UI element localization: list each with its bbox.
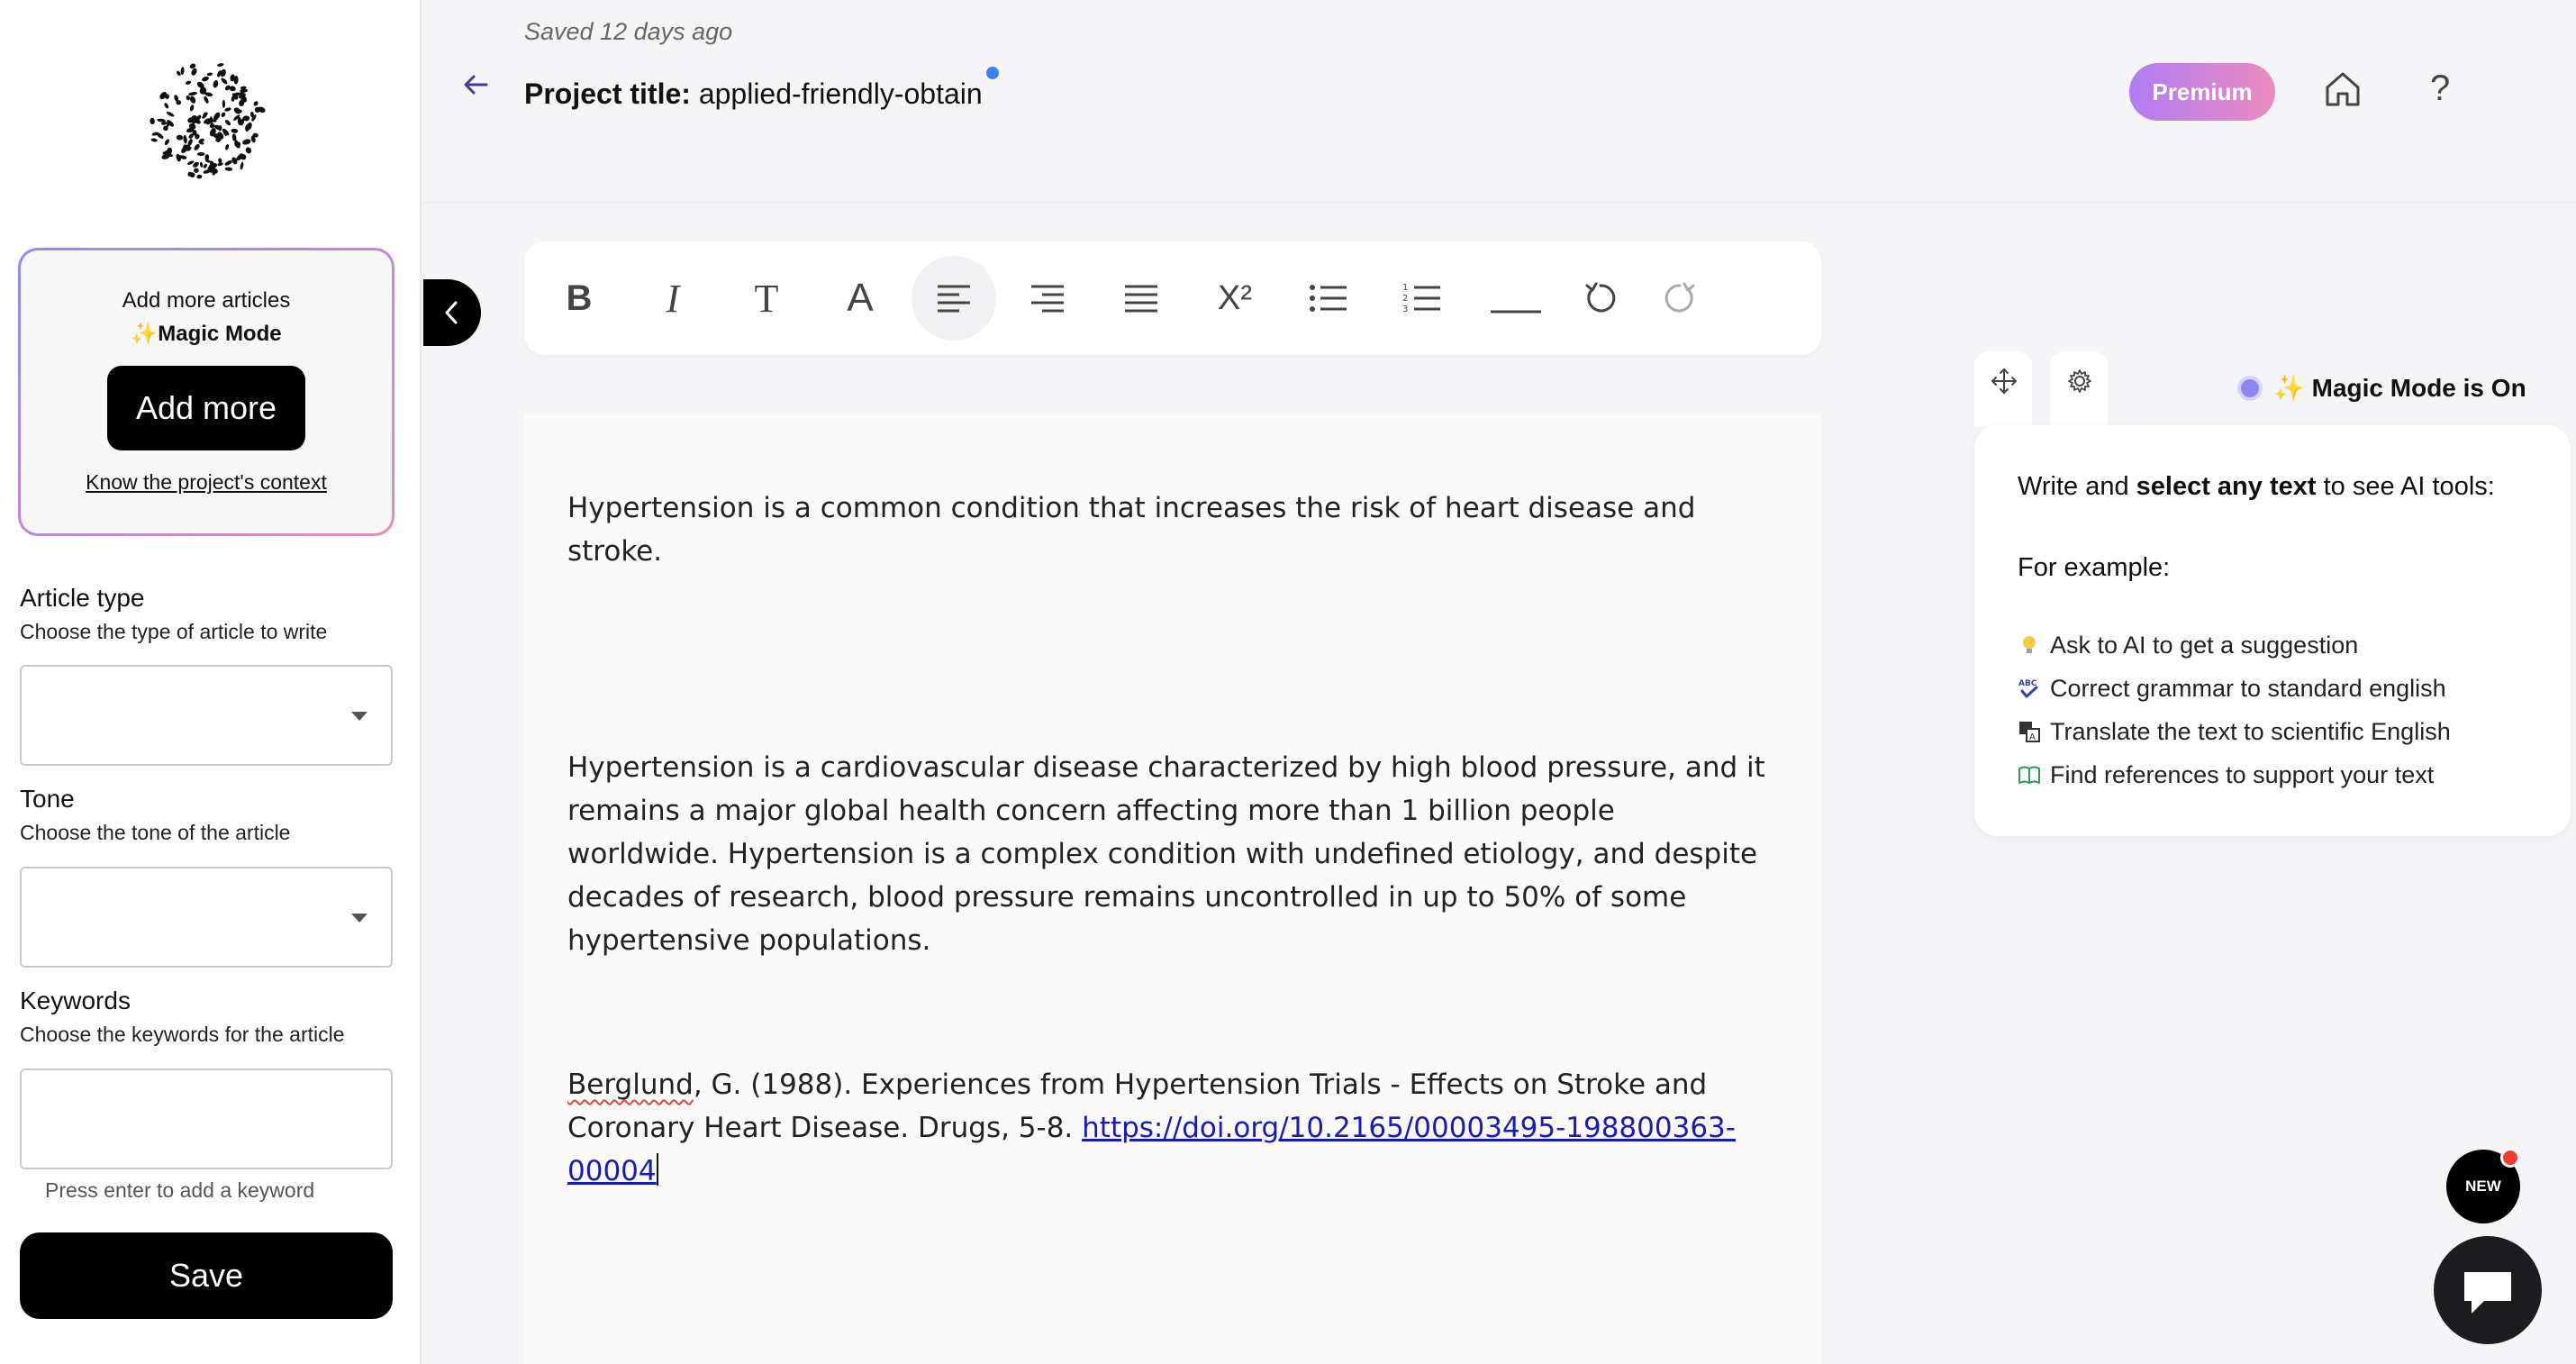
logo-speck	[185, 80, 191, 86]
add-more-button[interactable]: Add more	[107, 366, 305, 450]
logo-speck	[220, 77, 228, 85]
logo-speck	[232, 106, 241, 115]
magic-mode-status-text: ✨ Magic Mode is On	[2273, 374, 2526, 402]
keywords-hint: Press enter to add a keyword	[45, 1178, 315, 1202]
logo-speck	[217, 63, 224, 68]
logo-speck	[217, 162, 223, 167]
logo-speck	[224, 107, 231, 113]
project-context-link[interactable]: Know the project's context	[86, 470, 327, 494]
logo-speck	[164, 138, 170, 145]
move-panel-button[interactable]	[1974, 351, 2032, 427]
text-editor[interactable]	[524, 414, 1821, 1364]
unsaved-indicator	[986, 67, 999, 79]
logo-speck	[221, 112, 226, 118]
logo-speck	[207, 72, 213, 77]
align-right-button[interactable]	[1005, 256, 1090, 341]
chevron-down-icon	[351, 914, 367, 923]
list-item	[2018, 710, 2451, 753]
home-icon[interactable]	[2322, 68, 2363, 110]
horizontal-rule-icon	[1489, 283, 1543, 314]
list-item	[2018, 623, 2451, 667]
logo-speck	[224, 144, 230, 151]
logo-speck	[240, 161, 244, 170]
panel-intro-bold: select any text	[2136, 472, 2317, 501]
svg-text:1: 1	[1402, 283, 1409, 293]
align-left-button[interactable]	[912, 256, 996, 341]
panel-settings-button[interactable]	[2050, 351, 2108, 427]
editor-paragraph[interactable]: Hypertension is a cardiovascular disease characterized by high blood pressure, and it remains a major global health concern affecting more than 1 billion people worldwide. Hypertension is a complex condition with undefined etiology, and despite decades of research, blood pressure remains uncontrolled in up to 50% of some hypertensive populations.	[567, 751, 1765, 957]
logo-speck	[229, 86, 236, 92]
move-icon	[1991, 368, 2018, 395]
article-type-help: Choose the type of article to write	[20, 620, 328, 643]
logo-speck	[189, 95, 197, 105]
magic-mode-card	[18, 248, 395, 536]
panel-example-label: For example:	[2018, 553, 2171, 582]
premium-button[interactable]: Premium	[2129, 63, 2275, 121]
logo-speck	[220, 68, 227, 77]
project-title-label: Project title:	[524, 77, 691, 110]
chat-button[interactable]	[2434, 1236, 2542, 1344]
ai-tools-list	[2018, 623, 2451, 796]
tone-help: Choose the tone of the article	[20, 821, 291, 844]
logo-speck	[241, 138, 251, 145]
magic-card-subtitle: ✨Magic Mode	[131, 322, 282, 346]
logo-speck	[224, 159, 233, 167]
logo-speck	[183, 135, 188, 144]
logo-speck	[196, 175, 202, 179]
list-item-text: Correct grammar to standard english	[2050, 675, 2446, 702]
logo-speck	[188, 91, 198, 95]
logo-speck	[190, 68, 198, 77]
translate-icon	[2018, 720, 2041, 743]
logo-speck	[240, 88, 248, 93]
logo-speck	[194, 168, 199, 173]
article-type-select[interactable]	[20, 665, 393, 766]
chevron-left-icon	[441, 299, 463, 326]
svg-text:3: 3	[1402, 305, 1409, 314]
logo-speck	[166, 111, 175, 118]
list-item-text: Find references to support your text	[2050, 761, 2435, 788]
editor-paragraph[interactable]: Hypertension is a common condition that increases the risk of heart disease and stroke.	[567, 492, 1696, 568]
logo-speck	[150, 117, 155, 124]
align-left-icon	[936, 283, 972, 314]
keywords-input[interactable]	[20, 1068, 393, 1169]
bullet-list-icon	[1309, 283, 1348, 314]
panel-intro-suffix: to see AI tools:	[2316, 472, 2495, 501]
chat-icon	[2461, 1267, 2515, 1317]
numbered-list-button[interactable]	[1380, 256, 1465, 341]
numbered-list-icon	[1402, 282, 1442, 314]
book-icon	[2018, 763, 2041, 787]
logo-speck	[199, 161, 203, 168]
help-icon[interactable]: ?	[2430, 68, 2451, 108]
bullet-list-button[interactable]	[1286, 256, 1371, 341]
magic-mode-panel	[1974, 425, 2571, 836]
spellcheck-icon	[2018, 677, 2041, 700]
svg-text:ABC: ABC	[2018, 679, 2037, 688]
superscript-icon: X²	[1218, 278, 1252, 317]
reference-paragraph[interactable]	[567, 1063, 1774, 1193]
logo-speck	[203, 95, 209, 105]
logo-speck	[186, 95, 191, 101]
text-icon: T	[754, 276, 779, 321]
logo-speck	[163, 102, 169, 109]
font-button[interactable]	[818, 256, 903, 341]
bold-button[interactable]	[537, 256, 621, 341]
tone-label: Tone	[20, 785, 75, 813]
align-right-icon	[1029, 283, 1066, 314]
logo-speck	[224, 167, 232, 171]
formatting-toolbar	[524, 241, 1821, 355]
font-icon: A	[847, 276, 874, 320]
logo-speck	[180, 67, 184, 75]
magic-card-title: Add more articles	[122, 288, 291, 313]
logo-speck	[193, 143, 201, 151]
list-item	[2018, 667, 2451, 710]
undo-icon	[1583, 280, 1619, 316]
project-title-value: applied-friendly-obtain	[698, 77, 983, 110]
logo-icon	[144, 58, 270, 184]
logo-speck	[244, 146, 252, 154]
redo-button[interactable]	[1637, 256, 1722, 341]
logo-speck	[218, 158, 222, 163]
panel-intro-prefix: Write and	[2018, 472, 2136, 501]
saved-status: Saved 12 days ago	[524, 18, 733, 45]
notification-badge	[2500, 1148, 2520, 1168]
logo-speck	[177, 135, 184, 141]
magic-mode-indicator	[2237, 376, 2263, 401]
logo-speck	[213, 79, 219, 88]
spelling-error-word[interactable]: Berglund	[567, 1068, 694, 1101]
list-item-text: Ask to AI to get a suggestion	[2050, 632, 2359, 659]
list-item-text: Translate the text to scientific English	[2050, 718, 2451, 745]
whats-new-button[interactable]: NEW	[2446, 1150, 2520, 1223]
article-type-label: Article type	[20, 584, 145, 612]
align-justify-button[interactable]	[1099, 256, 1184, 341]
text-style-button[interactable]	[724, 256, 809, 341]
italic-button[interactable]	[630, 256, 715, 341]
logo-speck	[201, 76, 209, 82]
chevron-down-icon	[351, 712, 367, 721]
align-justify-icon	[1123, 283, 1159, 314]
sidebar	[0, 0, 422, 1364]
doi-link[interactable]: https://doi.org/10.2165/00003495-198800363-00004	[567, 1112, 1736, 1187]
svg-text:A: A	[2029, 732, 2036, 742]
save-button[interactable]: Save	[20, 1232, 393, 1319]
superscript-button[interactable]	[1193, 256, 1277, 341]
panel-intro	[2018, 472, 2495, 502]
back-arrow-icon[interactable]	[459, 68, 492, 101]
header-divider	[423, 202, 2576, 204]
project-title[interactable]	[524, 77, 983, 111]
logo-speck	[189, 105, 195, 112]
list-item	[2018, 753, 2451, 796]
logo-speck	[197, 152, 205, 156]
text-cursor	[657, 1153, 658, 1186]
redo-icon	[1662, 280, 1698, 316]
tone-select[interactable]	[20, 867, 393, 968]
logo-speck	[210, 123, 215, 128]
magic-mode-status[interactable]	[2237, 373, 2526, 403]
bold-icon: B	[566, 277, 593, 318]
collapse-sidebar-button[interactable]	[423, 279, 481, 346]
logo-speck	[203, 163, 208, 168]
italic-icon: I	[666, 276, 680, 321]
logo-speck	[253, 100, 259, 106]
keywords-help: Choose the keywords for the article	[20, 1023, 345, 1046]
gear-icon	[2066, 368, 2093, 395]
logo-speck	[231, 129, 238, 133]
logo-speck	[224, 119, 231, 126]
reference-text: , G. (1988). Experiences from Hypertension Trials - Effects on Stroke and Coronary Heart Disease. Drugs, 5-8.	[567, 1068, 1708, 1144]
horizontal-rule-button[interactable]	[1474, 256, 1558, 341]
lightbulb-icon	[2018, 633, 2041, 657]
svg-text:2: 2	[1402, 294, 1409, 304]
logo-speck	[222, 100, 225, 108]
undo-button[interactable]	[1558, 256, 1643, 341]
keywords-label: Keywords	[20, 987, 131, 1014]
logo-speck	[150, 138, 158, 142]
